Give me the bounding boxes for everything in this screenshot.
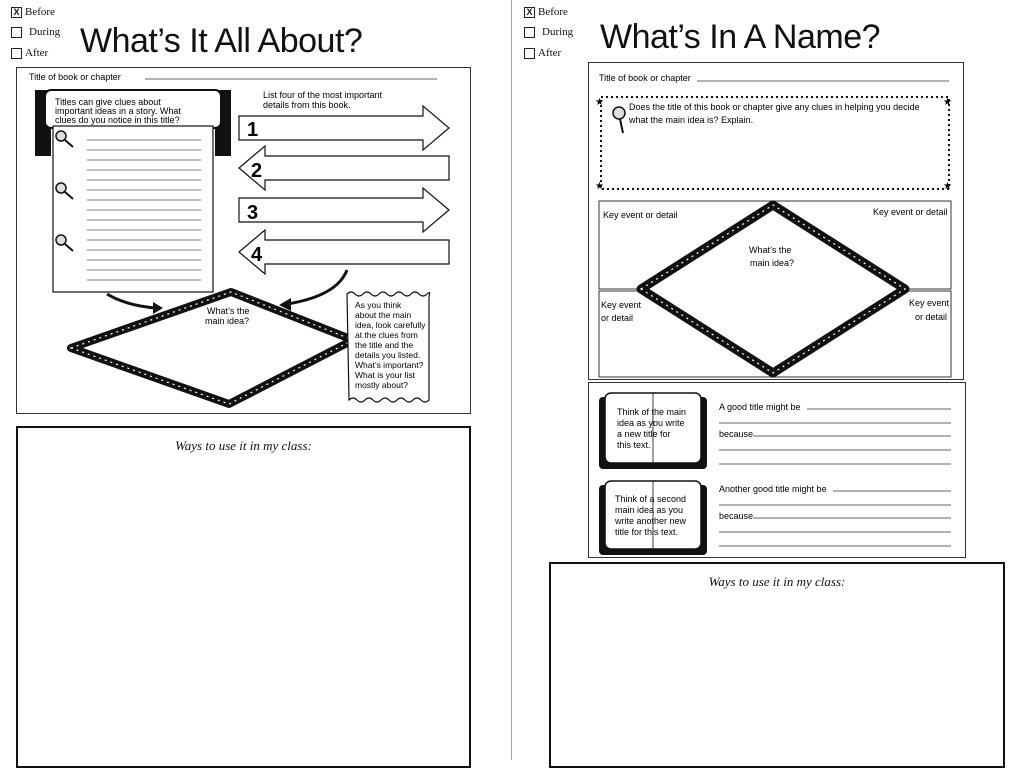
right-page-title: What’s In A Name? [600, 18, 881, 56]
star-icon: ★ [943, 97, 952, 108]
checkbox-label: After [25, 47, 49, 59]
main-idea-line: main idea? [750, 258, 795, 268]
checkbox-box[interactable] [524, 48, 535, 59]
left-worksheet [16, 67, 471, 414]
clue-question-line: Does the title of this book or chapter give any clues in helping you decide [629, 102, 920, 112]
checkbox-box[interactable]: X [11, 7, 22, 18]
think-note-line: As you think [355, 300, 402, 310]
key-event-line: Key event [601, 300, 642, 310]
key-event-line: or detail [601, 313, 634, 323]
main-idea-line: main idea? [205, 316, 250, 326]
right-checkbox-before[interactable] [524, 6, 568, 18]
think-note-line: What is your list [355, 370, 415, 380]
checkbox-label: Before [25, 6, 55, 18]
checkbox-label: During [542, 26, 574, 38]
right-worksheet-bottom-graphic [589, 383, 965, 557]
checkbox-box[interactable]: X [524, 7, 535, 18]
right-worksheet-bottom [588, 382, 966, 558]
left-checkbox-before[interactable] [11, 6, 55, 18]
list-prompt-line: List four of the most important [263, 90, 383, 100]
checkbox-label: During [29, 26, 61, 38]
key-event-line: Key event [909, 298, 950, 308]
title-line-label: Title of book or chapter [29, 72, 121, 82]
clue-question-line: what the main idea is? Explain. [629, 115, 754, 125]
number-label: 4 [251, 244, 263, 266]
because-label: because [719, 429, 754, 439]
checkbox-box[interactable] [11, 27, 22, 38]
think-note-line: details you listed. [355, 350, 421, 360]
think-note-line: at the clues from [355, 330, 418, 340]
right-worksheet-top [588, 62, 964, 380]
left-ways-box[interactable] [16, 426, 471, 768]
ways-label: Ways to use it in my class: [175, 438, 312, 453]
right-worksheet-top-graphic [589, 63, 963, 379]
right-ways-box[interactable] [549, 562, 1005, 768]
checkbox-box[interactable] [11, 48, 22, 59]
left-page-title: What’s It All About? [80, 22, 363, 60]
star-icon: ★ [595, 97, 604, 108]
good-title-label: A good title might be [719, 402, 801, 412]
checkbox-label: After [538, 47, 562, 59]
arrow-left-2 [239, 146, 449, 190]
left-checkbox-during[interactable] [11, 26, 60, 38]
book-prompt-line: Think of the main [617, 407, 687, 417]
book-prompt-line: write another new [615, 516, 687, 526]
book-prompt-line: this text. [617, 440, 651, 450]
book-prompt-line: idea as you write [617, 418, 685, 428]
number-label: 1 [247, 119, 259, 141]
key-event-label: Key event or detail [603, 210, 678, 220]
right-checkbox-after[interactable] [524, 47, 561, 59]
checkbox-box[interactable] [524, 27, 535, 38]
left-checkbox-after[interactable] [11, 47, 48, 59]
main-idea-line: What’s the [749, 245, 792, 255]
star-icon: ★ [943, 181, 952, 192]
title-line-label: Title of book or chapter [599, 73, 691, 83]
think-note-line: idea, look carefully [355, 320, 426, 330]
main-idea-line: What’s the [207, 306, 250, 316]
left-worksheet-graphic [17, 68, 470, 413]
page-divider [511, 0, 512, 760]
star-icon: ★ [595, 181, 604, 192]
key-event-line: or detail [915, 312, 948, 322]
book-prompt-line: a new title for [617, 429, 671, 439]
book-prompt-line: Think of a second [615, 494, 687, 504]
clue-prompt-line: clues do you notice in this title? [55, 115, 180, 125]
checkbox-label: Before [538, 6, 568, 18]
think-note-line: mostly about? [355, 380, 408, 390]
number-label: 3 [247, 202, 259, 224]
right-checkbox-during[interactable] [524, 26, 573, 38]
list-prompt-line: details from this book. [263, 100, 351, 110]
key-event-label: Key event or detail [873, 207, 948, 217]
think-note-line: What’s important? [355, 360, 424, 370]
arrow-right-3 [239, 188, 449, 232]
ways-label: Ways to use it in my class: [708, 574, 846, 589]
clue-prompt-line: important ideas in a story. What [55, 106, 181, 116]
because-label: because [719, 511, 754, 521]
arrow-right-1 [239, 106, 449, 150]
another-title-label: Another good title might be [719, 484, 827, 494]
think-note-line: the title and the [355, 340, 414, 350]
book-prompt-line: title for this text. [615, 527, 679, 537]
number-label: 2 [251, 160, 263, 182]
think-note-line: about the main [355, 310, 412, 320]
clue-prompt-line: Titles can give clues about [55, 97, 161, 107]
book-prompt-line: main idea as you [615, 505, 684, 515]
arrow-left-4 [239, 230, 449, 274]
